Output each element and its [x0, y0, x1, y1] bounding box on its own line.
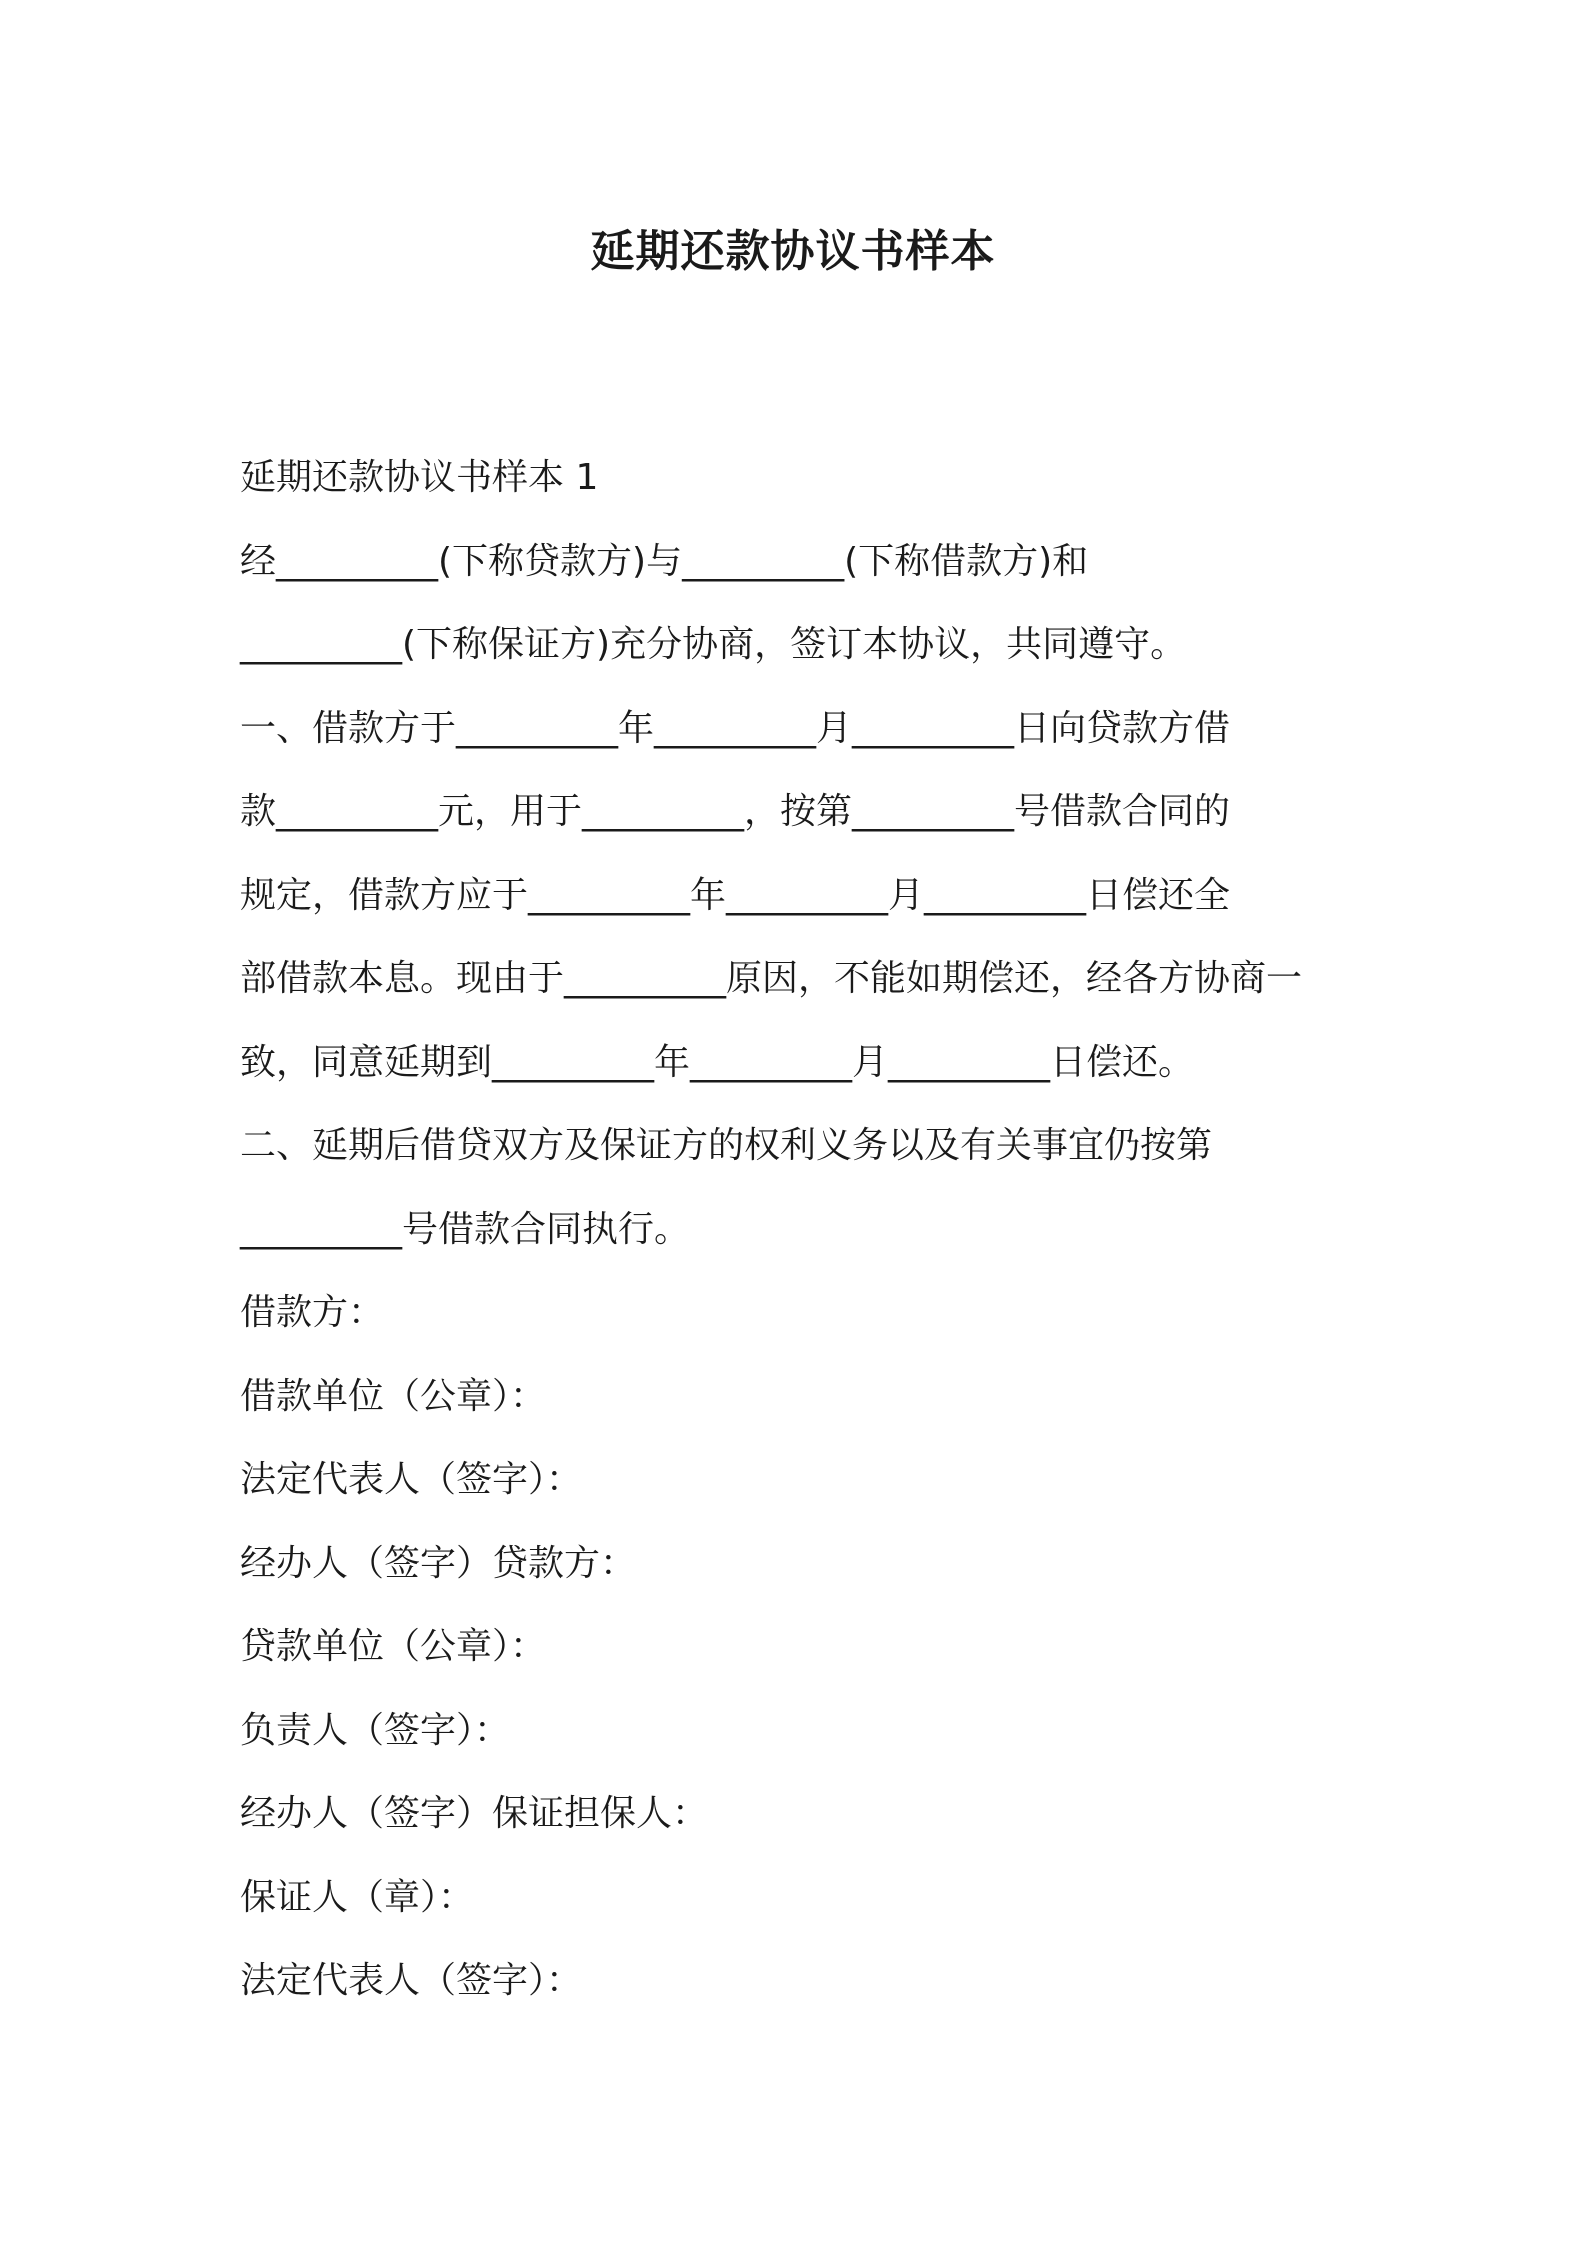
signature-line: 经办人（签字）保证担保人：	[240, 1793, 709, 1834]
body-line: 二、延期后借贷双方及保证方的权利义务以及有关事宜仍按第	[240, 1125, 1213, 1166]
signature-line: 保证人（章）：	[240, 1876, 475, 1918]
body-line: 一、借款方于_________年_________月_________日向贷款方借	[240, 707, 1231, 749]
body-line: 致，同意延期到_________年_________月_________日偿还。	[240, 1041, 1195, 1083]
signature-line: 负责人（签字）：	[240, 1709, 511, 1751]
body-line: _________号借款合同执行。	[240, 1208, 691, 1250]
body-line: 款_________元，用于_________，按第_________号借款合同的	[240, 791, 1231, 832]
document-body	[240, 450, 1360, 2037]
signature-line: 借款单位（公章）：	[240, 1375, 547, 1417]
signature-line: 法定代表人（签字）：	[240, 1459, 583, 1500]
body-line: 经_________(下称贷款方)与_________(下称借款方)和	[240, 540, 1089, 582]
signature-line: 贷款单位（公章）：	[240, 1626, 547, 1667]
body-line: _________(下称保证方)充分协商，签订本协议，共同遵守。	[240, 624, 1187, 665]
section-heading: 延期还款协议书样本 1	[240, 457, 599, 498]
body-line: 部借款本息。现由于_________原因，不能如期偿还，经各方协商一	[240, 958, 1303, 999]
signature-line: 借款方：	[240, 1292, 385, 1333]
signature-line: 法定代表人（签字）：	[240, 1960, 583, 2001]
document-title: 延期还款协议书样本	[590, 226, 996, 277]
body-line: 规定，借款方应于_________年_________月_________日偿还全	[240, 874, 1231, 916]
signature-line: 经办人（签字）贷款方：	[240, 1542, 637, 1584]
